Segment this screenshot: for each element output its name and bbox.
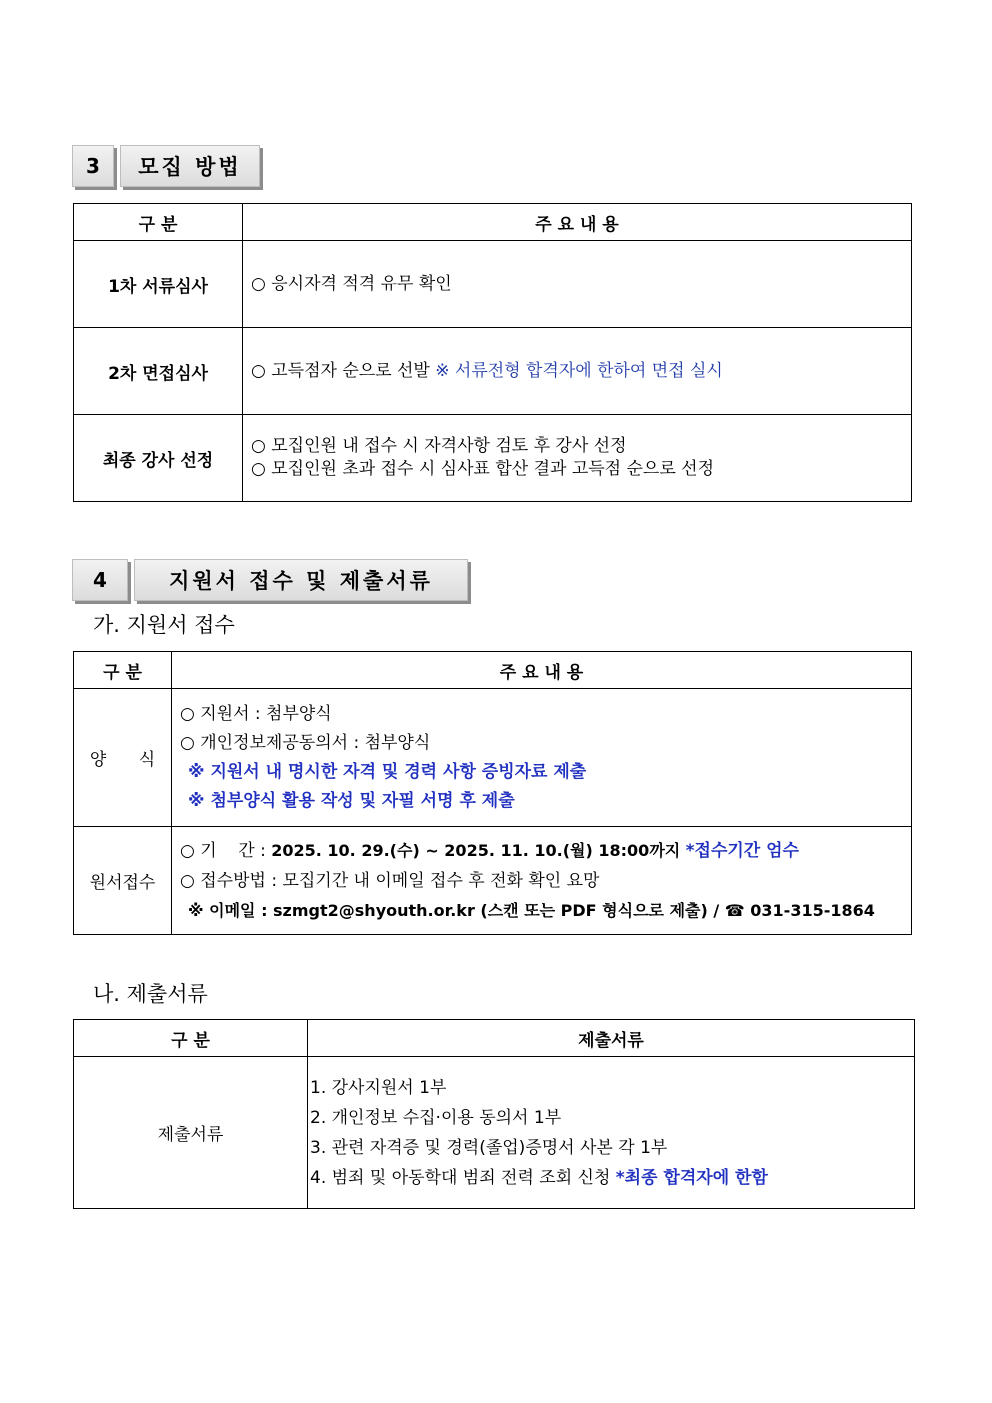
- row-content-line: ○ 고득점자 순으로 선발: [251, 361, 430, 381]
- format-line: ○ 지원서 : 첨부양식: [180, 703, 332, 724]
- table-header-row: [74, 652, 912, 689]
- table-row: [74, 415, 912, 502]
- table-row: [74, 689, 912, 827]
- document-item: 1. 강사지원서 1부: [310, 1077, 447, 1098]
- section-3-number: 3: [72, 145, 114, 187]
- table-header-row: [74, 1020, 915, 1057]
- application-reception-table: [73, 651, 912, 935]
- document-item: 2. 개인정보 수집·이용 동의서 1부: [310, 1107, 562, 1128]
- document-item-note: *최종 합격자에 한함: [615, 1167, 768, 1188]
- table-header-row: [74, 204, 912, 241]
- table-row: [74, 328, 912, 415]
- section-4-title: 지원서 접수 및 제출서류: [134, 559, 468, 601]
- col-header-documents: 제출서류: [308, 1020, 915, 1057]
- reception-method: ○ 접수방법 : 모집기간 내 이메일 접수 후 전화 확인 요망: [180, 870, 600, 891]
- col-header-category: 구 분: [74, 652, 172, 689]
- col-header-content: 주 요 내 용: [172, 652, 912, 689]
- row-label: 최종 강사 선정: [74, 415, 243, 502]
- row-content-line: ○ 모집인원 내 접수 시 자격사항 검토 후 강사 선정: [251, 436, 627, 456]
- format-note: ※ 첨부양식 활용 작성 및 자필 서명 후 제출: [188, 790, 515, 811]
- row-label-reception: 원서접수: [74, 827, 172, 935]
- table-row: [74, 1057, 915, 1209]
- section-4-number: 4: [72, 559, 128, 601]
- period-note: *접수기간 엄수: [685, 840, 799, 861]
- section-3-heading: [72, 145, 260, 187]
- email-contact: ※ 이메일 : szmgt2@shyouth.or.kr (스캔 또는 PDF 형식으로 제출) / ☎ 031-315-1864: [188, 900, 875, 920]
- row-content-line: ○ 모집인원 초과 접수 시 심사표 합산 결과 고득점 순으로 선정: [251, 459, 714, 479]
- table-row: [74, 827, 912, 935]
- period-value: 2025. 10. 29.(수) ~ 2025. 11. 10.(월) 18:00까지: [271, 840, 681, 860]
- row-note: ※ 서류전형 합격자에 한하여 면접 실시: [435, 361, 723, 381]
- row-label-format: 양 식: [74, 689, 172, 827]
- recruitment-method-table: [73, 203, 912, 502]
- table-row: [74, 241, 912, 328]
- row-label-documents: 제출서류: [74, 1057, 308, 1209]
- format-line: ○ 개인정보제공동의서 : 첨부양식: [180, 732, 431, 753]
- submission-documents-table: [73, 1019, 915, 1209]
- section-4-heading: [72, 559, 468, 601]
- subsection-a-heading: 가. 지원서 접수: [93, 613, 235, 637]
- subsection-b-heading: 나. 제출서류: [93, 982, 208, 1006]
- col-header-category: 구 분: [74, 1020, 308, 1057]
- document-item: 3. 관련 자격증 및 경력(졸업)증명서 사본 각 1부: [310, 1137, 668, 1158]
- row-label: 1차 서류심사: [74, 241, 243, 328]
- row-content-line: ○ 응시자격 적격 유무 확인: [251, 274, 452, 294]
- row-label: 2차 면접심사: [74, 328, 243, 415]
- col-header-category: 구 분: [74, 204, 243, 241]
- format-note: ※ 지원서 내 명시한 자격 및 경력 사항 증빙자료 제출: [188, 761, 587, 782]
- document-item: 4. 범죄 및 아동학대 범죄 전력 조회 신청: [310, 1167, 611, 1188]
- col-header-content: 주 요 내 용: [243, 204, 912, 241]
- period-prefix: ○ 기 간 :: [180, 840, 272, 861]
- section-3-title: 모집 방법: [120, 145, 260, 187]
